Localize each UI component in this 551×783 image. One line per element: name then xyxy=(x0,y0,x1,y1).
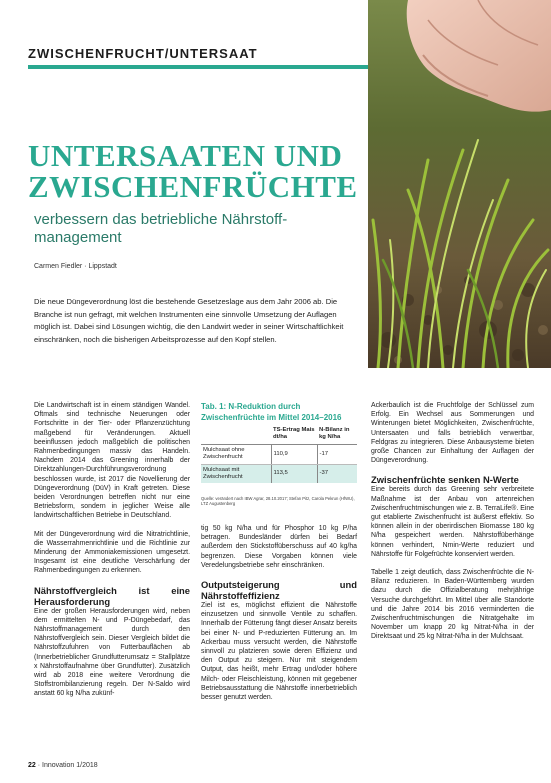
article-title: UNTERSAATEN UND ZWISCHENFRÜCHTE xyxy=(28,138,358,204)
paragraph: Eine der großen Herausforderungen wird, neben dem ermittelten N- und P-Düngebedarf, das Nährstoffmanagement durch den Nährstoffvergleich sein. Dieser Vergleich bildet die Nährstoffzufuhren von Futterbauflächen ab (Innerbetrieblicher Grundfutterumsatz = Stallplätze x Nährstoffaufnahme über Grundfutter). Zusätzlich wird ab 2018 eine weitere Verordnung die Stoffstrombilanzierung regeln. Der N-Saldo wird anstatt 60 kg N/ha zukünf- xyxy=(34,607,190,698)
table-row xyxy=(201,464,357,483)
paragraph: Ackerbaulich ist die Fruchtfolge der Schlüssel zum Erfolg. Ein Wechsel aus Sommerungen und Winterungen bietet Möglichkeiten, Zwischenfrüchte, Untersaaten und falls betrieblich verwertbar, Feldgras zu integrieren. Diese Anbausysteme bieten große Chancen zur Einhaltung der Auflagen der Düngeverordnung. xyxy=(371,402,534,465)
reduction-table xyxy=(201,426,357,483)
paragraph: Ziel ist es, möglichst effizient die Nährstoffe einzusetzen und sinnvolle Ventile zu schaffen. Innerhalb der Fütterung fängt dieser Ansatz bereits bei einer N- und P-reduzierten Fütterung an. Im Ackerbau muss versucht werden, die Nährstoffe sinnvoll zu platzieren sowie deren Effizienz und den Output zu steigern. Nur mit steigendem Output, das heißt, mehr Ertrag und/oder höhere Milch- oder Fleischleistung, können mit gegebener Betriebsausstattung die Nährstoffe innerbetrieblich besser genutzt werden. xyxy=(201,602,357,702)
table-cell: Mulchsaat ohne Zwischenfrucht xyxy=(201,444,271,464)
article-subtitle: verbessern das betriebliche Nährstoff-management xyxy=(34,211,288,246)
table-cell: -17 xyxy=(317,444,357,464)
column-3 xyxy=(371,401,534,642)
table-source: Quelle: verändert nach IBW Agrar, 28.10.2017; Stefan Pitz, Carola Pekrun (HfWU), LTZ Augustenberg xyxy=(201,496,355,507)
table-header: N-Bilanz in kg N/ha xyxy=(317,426,357,444)
paragraph: Tabelle 1 zeigt deutlich, dass Zwischenfrüchte die N-Bilanz reduzieren. In Baden-Württemberg wurden dazu durch die Offizialberatung mehrjährige Versuche durchgeführt. Im Mittel über alle Standorte und die Jahre 2014 bis 2016 verminderten die Zwischenfruchtmischungen die Nitratgehalte im November um knapp 20 kg Nitrat-N/ha in der Direktsaat und 25 kg Nitrat-N/ha in der Mulchsaat. xyxy=(371,569,534,641)
column-1 xyxy=(34,401,190,699)
table-cell: 110,9 xyxy=(271,444,317,464)
paragraph: Eine bereits durch das Greening sehr verbreitete Maßnahme ist der Anbau von artenreichen Zwischenfruchtmischungen wie z. B. TerraLife®. Eine gut etablierte Zwischenfrucht ist äußerst effektiv. So können allein in der oberirdischen Biomasse 180 kg N/ha gespeichert werden. Nährstoffüberhänge können verhindert, Nmin-Werte reduziert und Nährstoffe für Folgefrüchte konserviert werden. xyxy=(371,486,534,558)
table-cell: Mulchsaat mit Zwischenfrucht xyxy=(201,464,271,483)
page-number: 22 xyxy=(28,762,36,769)
subheading: Outputsteigerung und Nährstoffeffizienz xyxy=(201,579,357,602)
section-label: ZWISCHENFRUCHT/UNTERSAAT xyxy=(28,46,258,61)
table-header xyxy=(201,426,271,444)
section-divider xyxy=(28,65,368,69)
paragraph: tig 50 kg N/ha und für Phosphor 10 kg P/ha betragen. Bundesländer dürfen bei Bedarf außerdem den Stickstoffüberschuss auf 40 kg/ha begrenzen. Diese Vorgaben können viele Veredelungsbetriebe sehr einschränken. xyxy=(201,525,357,569)
publication-name: · Innovation 1/2018 xyxy=(37,762,98,769)
table-title: Tab. 1: N-Reduktion durch Zwischenfrüchte im Mittel 2014–2016 xyxy=(201,402,342,422)
column-2 xyxy=(201,524,357,702)
hero-photo xyxy=(368,0,551,368)
subheading: Nährstoffvergleich ist eine Herausforderung xyxy=(34,584,190,607)
page-footer xyxy=(28,762,98,769)
subheading: Zwischenfrüchte senken N-Werte xyxy=(371,474,519,486)
table-cell: -37 xyxy=(317,464,357,483)
table-header: TS-Ertrag Mais dt/ha xyxy=(271,426,317,444)
article-lead: Die neue Düngeverordnung löst die bestehende Gesetzeslage aus dem Jahr 2006 ab. Die Branche ist nun gefragt, mit welchen Instrumenten eine sinnvolle Umsetzung der Auflagen möglich ist. Dabei sind Lösungen wichtig, die den Landwirt weder in seiner Wirtschaftlichkeit einschränken, noch die bisherigen Arbeitsprozesse auf den Kopf stellen. xyxy=(34,297,344,344)
article-author: Carmen Fiedler · Lippstadt xyxy=(34,263,117,270)
paragraph: Mit der Düngeverordnung wird die Nitratrichtlinie, die Wasserrahmenrichtlinie und die Richtlinie zur Minderung der Ammoniakemissionen umgesetzt. Insgesamt ist eine deutliche Verschärfung der Rahmenbedingungen zu erkennen. xyxy=(34,530,190,575)
table-row xyxy=(201,444,357,464)
table-cell: 113,5 xyxy=(271,464,317,483)
paragraph: Die Landwirtschaft ist in einem ständigen Wandel. Oftmals sind technische Neuerungen oder Fortschritte in der Tier- oder Pflanzenzüchtung maßgebend für Veränderungen. Aktuell beeinflussen jedoch maßgeblich die politischen Rahmenbedingungen massiv das Handeln. Nachdem 2014 das Greening innerhalb der Direktzahlungen-Durchführungsverordnung beschlossen wurde, ist 2017 die Novellierung der Düngeverordnung (DüV) in Kraft getreten. Diese beiden Verordnungen betreffen nicht nur eine Betriebsform, sondern in jeglicher Weise alle landwirtschaftlichen Betriebe in Deutschland. xyxy=(34,402,190,520)
